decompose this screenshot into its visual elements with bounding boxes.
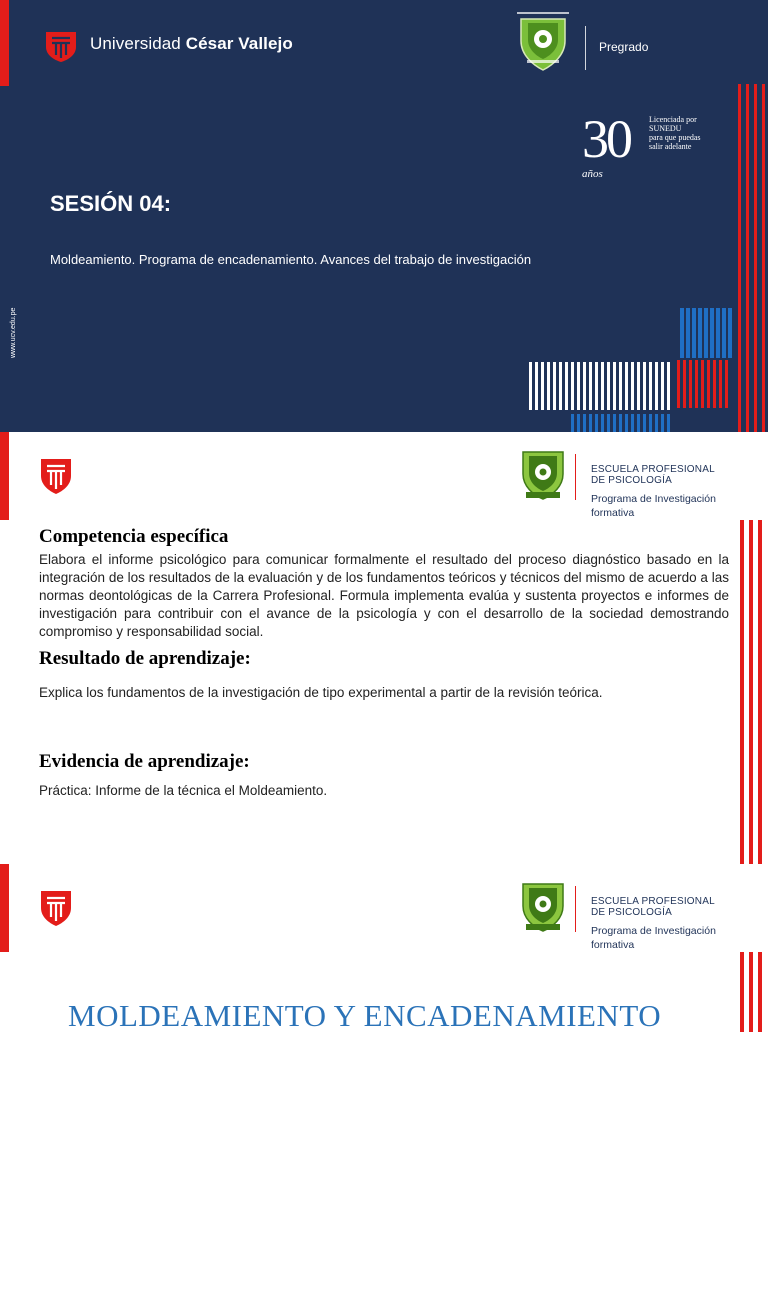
decorative-stripes [525, 84, 768, 432]
evidencia-text: Práctica: Informe de la técnica el Moldeamiento. [39, 783, 328, 798]
level-label: Pregrado [599, 40, 649, 54]
program-line: formativa [591, 507, 635, 519]
program-name [591, 924, 716, 952]
license-line: salir adelante [649, 142, 692, 151]
red-accent-bar [0, 864, 9, 952]
ucv-logo-icon [39, 456, 73, 496]
red-stripe [749, 952, 753, 1032]
program-line: formativa [591, 939, 635, 951]
license-line: SUNEDU [649, 124, 682, 133]
header-divider [575, 454, 576, 500]
psychology-accreditation-badge-icon [520, 448, 566, 502]
red-accent-bar [0, 0, 9, 86]
school-line: ESCUELA PROFESIONAL [591, 896, 715, 907]
program-name [591, 492, 716, 520]
red-stripe [740, 952, 744, 1032]
competencia-heading: Competencia específica [39, 526, 229, 547]
resultado-heading: Resultado de aprendizaje: [39, 648, 251, 669]
session-title: SESIÓN 04: [50, 191, 172, 216]
anniversary-number: 30 [582, 109, 630, 169]
psychology-accreditation-badge-icon [520, 880, 566, 934]
header-divider [575, 886, 576, 932]
school-line: DE PSICOLOGÍA [591, 907, 672, 918]
school-line: DE PSICOLOGÍA [591, 475, 672, 486]
ucv-logo-icon [44, 29, 78, 63]
website-url [6, 290, 18, 360]
anniversary-word: años [582, 168, 603, 180]
session-subtitle: Moldeamiento. Programa de encadenamiento. Avances del trabajo de investigación [50, 252, 532, 267]
topic-slide [0, 864, 768, 1296]
school-line: ESCUELA PROFESIONAL [591, 464, 715, 475]
resultado-text: Explica los fundamentos de la investigación de tipo experimental a partir de la revisión teórica. [39, 685, 603, 700]
ucv-logo-icon [39, 888, 73, 928]
red-stripe [758, 520, 762, 864]
topic-title: MOLDEAMIENTO Y ENCADENAMIENTO [68, 998, 662, 1033]
school-name [591, 464, 715, 486]
program-line: Programa de Investigación [591, 493, 716, 505]
competencies-slide [0, 432, 768, 864]
program-line: Programa de Investigación [591, 925, 716, 937]
red-stripe [740, 520, 744, 864]
svg-text:www.ucv.edu.pe: www.ucv.edu.pe [10, 307, 17, 358]
cover-slide [0, 0, 768, 432]
red-stripe [758, 952, 762, 1032]
university-name: Universidad César Vallejo [90, 34, 293, 53]
competencia-text: Elabora el informe psicológico para comunicar formalmente el resultado del proceso diagnóstico basado en la integración de los resultados de la evaluación y de los fundamentos teóricos y técnicos del mismo de acuerdo a las normas deontológicas de la Carrera Profesional. Formula implementa evalúa y sustenta proyectos e informes de investigación para contribuir con el avance de la psicología y con el desarrollo de la sociedad demostrando compromiso y responsabilidad social. [39, 552, 729, 639]
evidencia-heading: Evidencia de aprendizaje: [39, 751, 250, 772]
red-stripe [749, 520, 753, 864]
accreditation-badge-icon [515, 11, 571, 73]
license-line: para que puedas [649, 133, 701, 142]
header-divider [585, 26, 586, 70]
red-accent-bar [0, 432, 9, 520]
license-line: Licenciada por [649, 115, 697, 124]
school-name [591, 896, 715, 918]
